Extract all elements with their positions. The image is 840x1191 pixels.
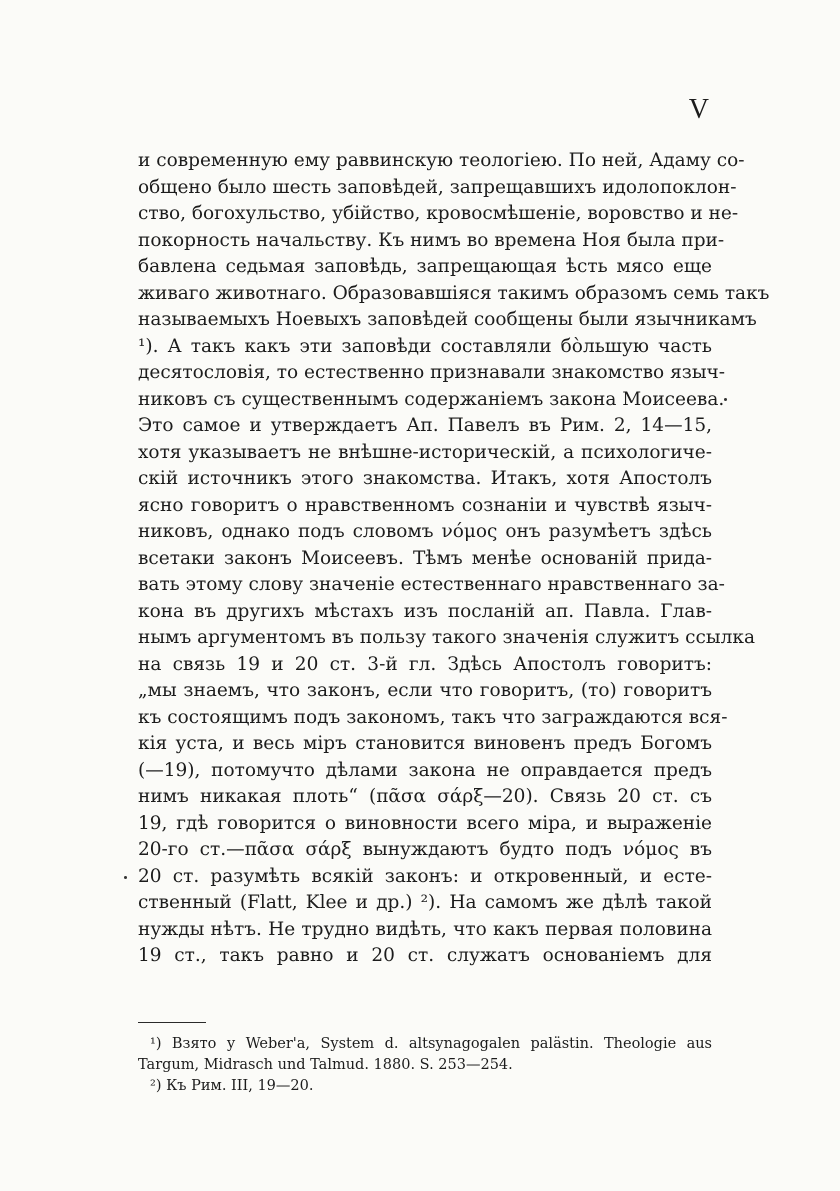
text-line: кона въ другихъ мѣстахъ изъ посланій ап. Павла. Глав- bbox=[138, 600, 712, 622]
text-line: 20 ст. разумѣть всякій законъ: и откровенный, и есте- bbox=[138, 865, 712, 887]
text-line: вать этому слову значеніе естественнаго нравственнаго за- bbox=[138, 574, 725, 595]
text-line: всетаки законъ Моисеевъ. Тѣмъ менѣе основаній прида- bbox=[138, 547, 712, 569]
text-line: называемыхъ Ноевыхъ заповѣдей сообщены были язычникамъ bbox=[138, 309, 757, 330]
text-line: кія уста, и весь міръ становится виновенъ предъ Богомъ bbox=[138, 733, 712, 754]
text-line: ясно говоритъ о нравственномъ сознаніи и чувствѣ языч- bbox=[138, 494, 712, 516]
text-line: никовъ съ существеннымъ содержаніемъ закона Моисеева. bbox=[138, 388, 725, 410]
footnotes bbox=[138, 1034, 712, 1097]
text-line: покорность начальству. Къ нимъ во времена Ноя была при- bbox=[138, 229, 725, 251]
text-line: и современную ему раввинскую теологіею. По ней, Адаму со- bbox=[138, 150, 745, 171]
text-line: (—19), потомучто дѣлами закона не оправдается предъ bbox=[138, 759, 712, 781]
text-line: нужды нѣтъ. Не трудно видѣть, что какъ первая половина bbox=[138, 918, 712, 940]
text-line: 19 ст., такъ равно и 20 ст. служатъ основаніемъ для bbox=[138, 945, 712, 966]
footnote-divider bbox=[138, 1022, 206, 1023]
text-line: 20-го ст.—πᾶσα σάρξ вынуждаютъ будто подъ νόμος въ bbox=[138, 839, 712, 860]
text-line: Это самое и утверждаетъ Ап. Павелъ въ Рим. 2, 14—15, bbox=[138, 415, 712, 436]
text-line: на связь 19 и 20 ст. 3-й гл. Здѣсь Апостолъ говоритъ: bbox=[138, 653, 712, 675]
footnote-2-line: ²) Къ Рим. III, 19—20. bbox=[150, 1078, 314, 1094]
text-line: ство, богохульство, убійство, кровосмѣшеніе, воровство и не- bbox=[138, 203, 739, 224]
body-text bbox=[138, 148, 770, 970]
margin-speck bbox=[124, 876, 127, 879]
text-line: скій источникъ этого знакомства. Итакъ, хотя Апостолъ bbox=[138, 468, 712, 489]
text-line: къ состоящимъ подъ закономъ, такъ что заграждаются вся- bbox=[138, 706, 728, 728]
margin-speck bbox=[724, 398, 727, 401]
text-line: никовъ, однако подъ словомъ νόμος онъ разумѣетъ здѣсь bbox=[138, 521, 712, 542]
text-line: ¹). А такъ какъ эти заповѣди составляли бо̀льшую часть bbox=[138, 335, 712, 357]
text-line: нимъ никакая плоть“ (πᾶσα σάρξ—20). Связь 20 ст. съ bbox=[138, 786, 712, 807]
footnote-1-line: ¹) Взято у Weber'a, System d. altsynagogalen palästin. Theologie aus bbox=[150, 1036, 712, 1052]
text-line: 19, гдѣ говорится о виновности всего міра, и выраженіе bbox=[138, 812, 712, 834]
text-line: „мы знаемъ, что законъ, если что говоритъ, (то) говоритъ bbox=[138, 680, 712, 701]
text-line: живаго животнаго. Образовавшіяся такимъ образомъ семь такъ bbox=[138, 282, 770, 304]
text-line: десятословія, то естественно признавали знакомство языч- bbox=[138, 362, 726, 383]
page-number: V bbox=[688, 94, 710, 125]
text-line: бавлена седьмая заповѣдь, запрещающая ѣсть мясо еще bbox=[138, 256, 712, 277]
footnote-1-continuation: Targum, Midrasch und Talmud. 1880. S. 253—254. bbox=[138, 1057, 513, 1073]
text-line: хотя указываетъ не внѣшне-историческій, а психологиче- bbox=[138, 441, 712, 463]
text-line: ственный (Flatt, Klee и др.) ²). На самомъ же дѣлѣ такой bbox=[138, 892, 712, 913]
text-line: нымъ аргументомъ въ пользу такого значенія служитъ ссылка bbox=[138, 627, 755, 648]
text-line: общено было шесть заповѣдей, запрещавшихъ идолопоклон- bbox=[138, 176, 737, 198]
